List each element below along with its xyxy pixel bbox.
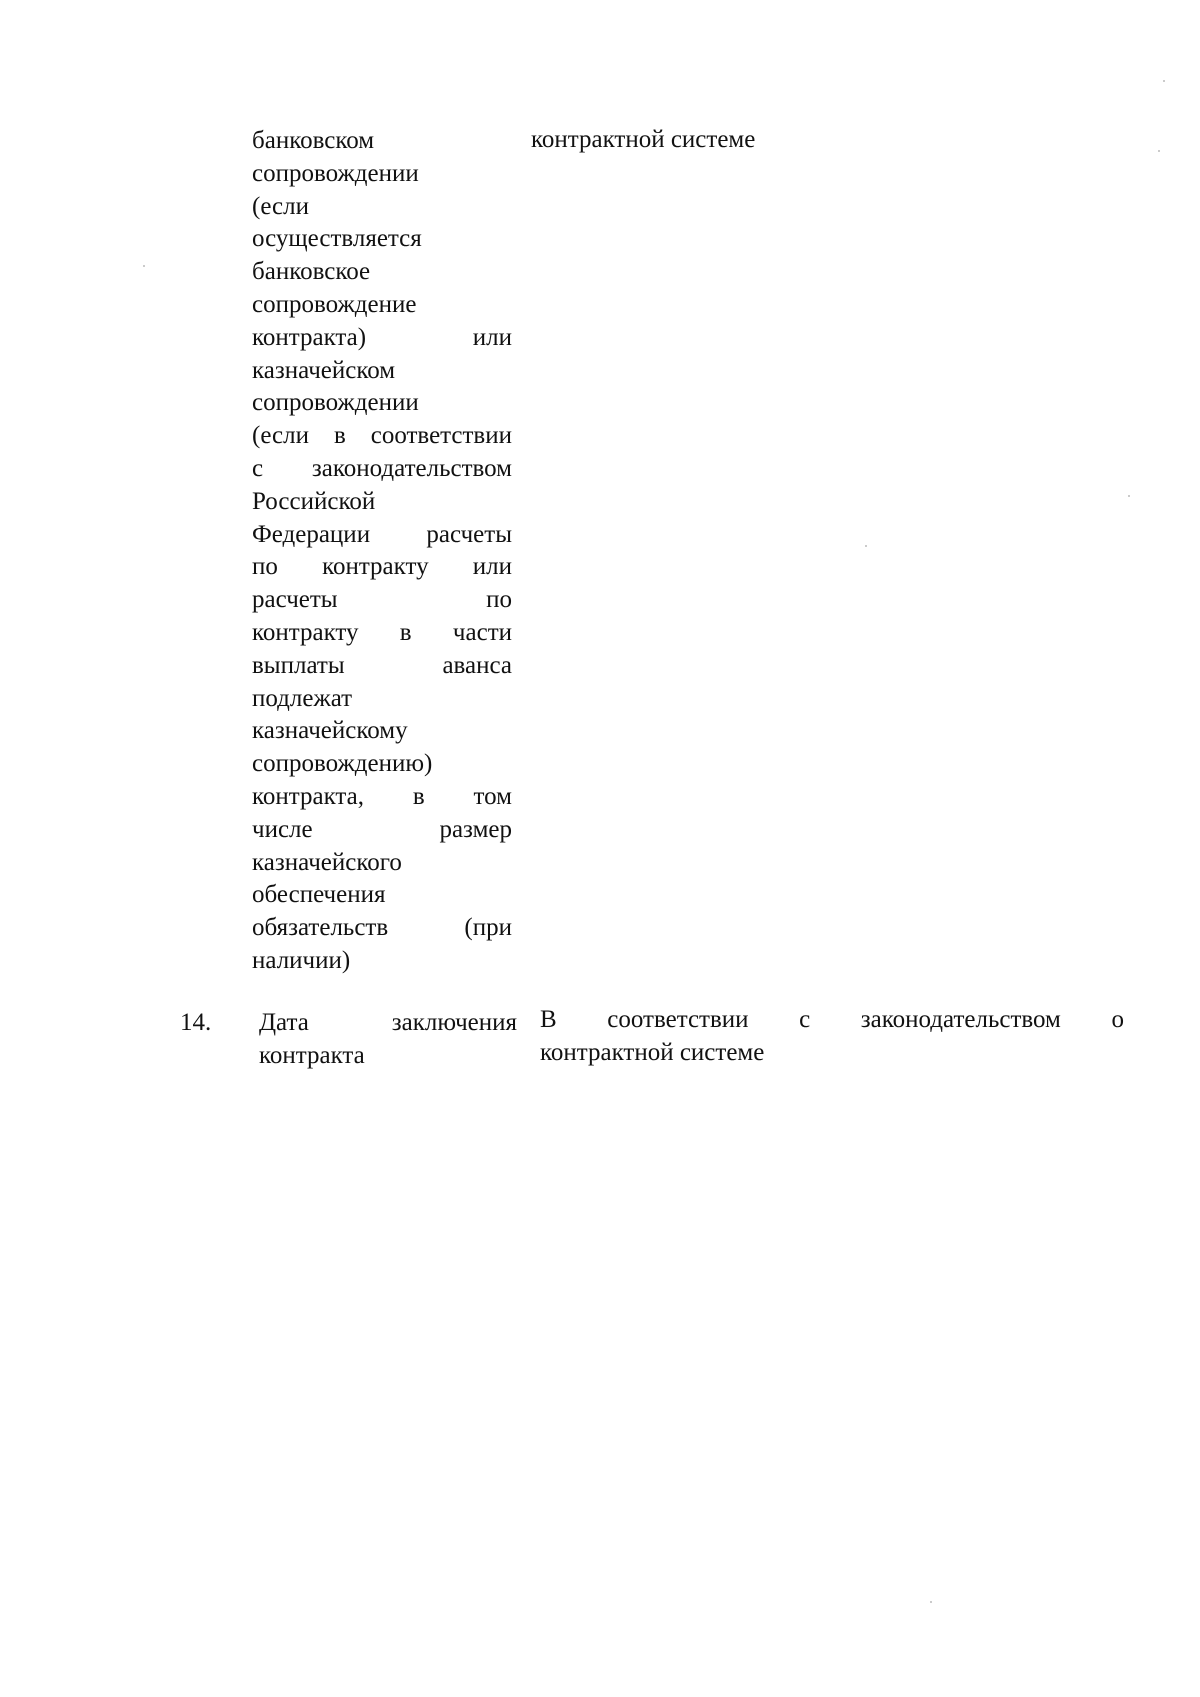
scan-speck (1158, 150, 1160, 152)
description-line: банковском (252, 127, 375, 154)
row-14-number: 14. (180, 1009, 212, 1036)
description-line: обязательств (при (252, 914, 512, 942)
value-word: В (540, 1006, 557, 1033)
row-14-value-line-2: контрактной системе (540, 1038, 765, 1066)
description-line: наличии) (252, 946, 351, 974)
row-14-value-line-1 (540, 1004, 1124, 1037)
description-line: сопровождении (252, 389, 419, 417)
value-word: соответствии (607, 1006, 749, 1033)
scan-speck (143, 265, 145, 267)
description-line: выплаты аванса (252, 651, 512, 679)
value-word: о (1111, 1006, 1124, 1033)
description-line: казначейского (252, 848, 402, 876)
description-line: обеспечения (252, 881, 386, 909)
description-line: казначейскому (252, 717, 408, 745)
description-line: Дата заключения (259, 1009, 517, 1036)
description-line: подлежат (252, 684, 353, 712)
scan-speck (1163, 80, 1165, 82)
description-line: контракта) или (252, 323, 512, 351)
value-word: законодательством (860, 1006, 1061, 1033)
row-13-value (531, 124, 1131, 157)
description-line: сопровождение (252, 290, 417, 318)
description-line: (если в соответствии (252, 422, 512, 450)
scan-speck (865, 545, 867, 547)
description-line: числе размер (252, 815, 512, 843)
description-line: контракту в части (252, 618, 512, 646)
description-line: (если (252, 192, 309, 220)
scan-speck (1128, 495, 1130, 497)
description-line: осуществляется (252, 225, 422, 253)
row-13-value-line: контрактной системе (531, 126, 756, 153)
scan-speck (930, 1601, 932, 1603)
description-line: с законодательством (252, 454, 512, 482)
description-line: банковское (252, 258, 371, 286)
description-line: по контракту или (252, 553, 512, 581)
description-line: казначейском (252, 356, 396, 384)
description-line: контракта, в том (252, 782, 512, 810)
row-13-description (252, 125, 512, 978)
value-word: с (799, 1006, 811, 1033)
description-line: контракта (259, 1041, 365, 1069)
description-line: сопровождению) (252, 750, 433, 778)
row-14-description (259, 1007, 517, 1073)
description-line: расчеты по (252, 586, 512, 614)
row-14-value (540, 1004, 1124, 1070)
description-line: Российской (252, 487, 376, 515)
description-line: сопровождении (252, 159, 419, 187)
description-line: Федерации расчеты (252, 520, 512, 548)
